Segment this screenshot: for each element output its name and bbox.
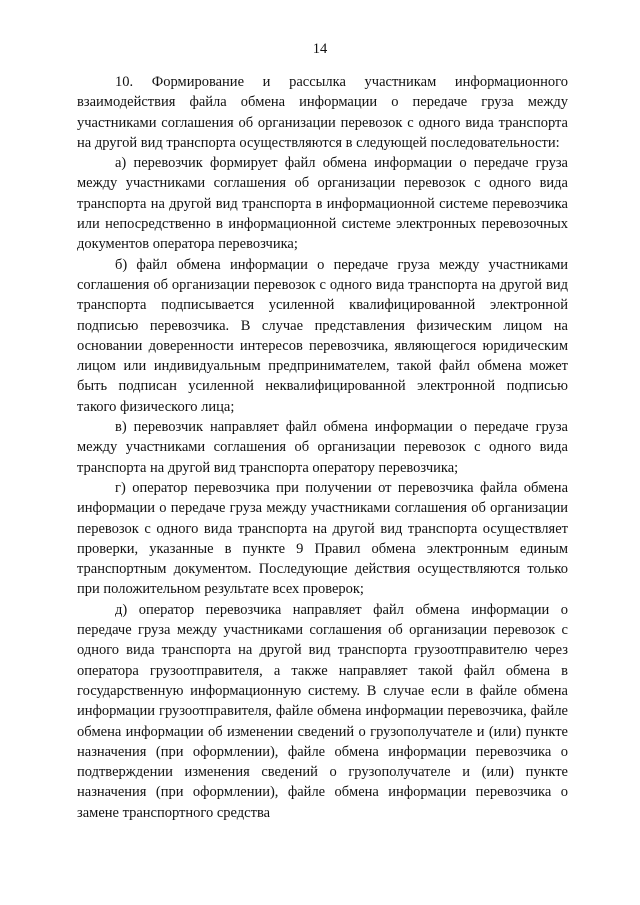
- paragraph-item-v: в) перевозчик направляет файл обмена информации о передаче груза между участниками соглашения об организации перевозок с одного вида транспорта на другой вид транспорта оператору перевозчика;: [77, 419, 568, 476]
- paragraph-item-b: б) файл обмена информации о передаче груза между участниками соглашения об организации перевозок с одного вида транспорта на другой вид транспорта подписывается усиленной квалифицированной электронной подписью перевозчика. В случае представления физическим лицом на основании доверенности интересов перевозчика, являющегося юридическим лицом или индивидуальным предпринимателем, такой файл обмена может быть подписан усиленной неквалифицированной электронной подписью такого физического лица;: [77, 256, 568, 415]
- paragraph-item-a: а) перевозчик формирует файл обмена информации о передаче груза между участниками соглашения об организации перевозок с одного вида транспорта на другой вид транспорта в информационной системе перевозчика или непосредственно в информационной системе электронных перевозочных документов оператора перевозчика;: [77, 155, 568, 253]
- page-number: 14: [312, 41, 328, 57]
- document-body: [77, 72, 568, 823]
- paragraph-10: 10. Формирование и рассылка участникам информационного взаимодействия файла обмена информации о передаче груза между участниками соглашения об организации перевозок с одного вида транспорта на другой вид транспорта осуществляются в следующей последовательности:: [77, 74, 568, 151]
- paragraph-item-g: г) оператор перевозчика при получении от перевозчика файла обмена информации о передаче груза между участниками соглашения об организации перевозок с одного вида транспорта на другой вид транспорта осуществляет проверки, указанные в пункте 9 Правил обмена электронным единым транспортным документом. Последующие действия осуществляются только при положительном результате всех проверок;: [77, 479, 568, 598]
- paragraph-item-d: д) оператор перевозчика направляет файл обмена информации о передаче груза между участниками соглашения об организации перевозок с одного вида транспорта на другой вид транспорта грузоотправителю через оператора грузоотправителя, а также направляет такой файл обмена в государственную информационную систему. В случае если в файле обмена информации грузоотправителя, файле обмена информации перевозчика, файле обмена информации об изменении сведений о грузополучателе и (или) пункте назначения (при оформлении), файле обмена информации перевозчика о подтверждении изменения сведений о грузополучателе и (или) пункте назначения (при оформлении), файле обмена информации перевозчика о замене транспортного средства: [77, 601, 568, 821]
